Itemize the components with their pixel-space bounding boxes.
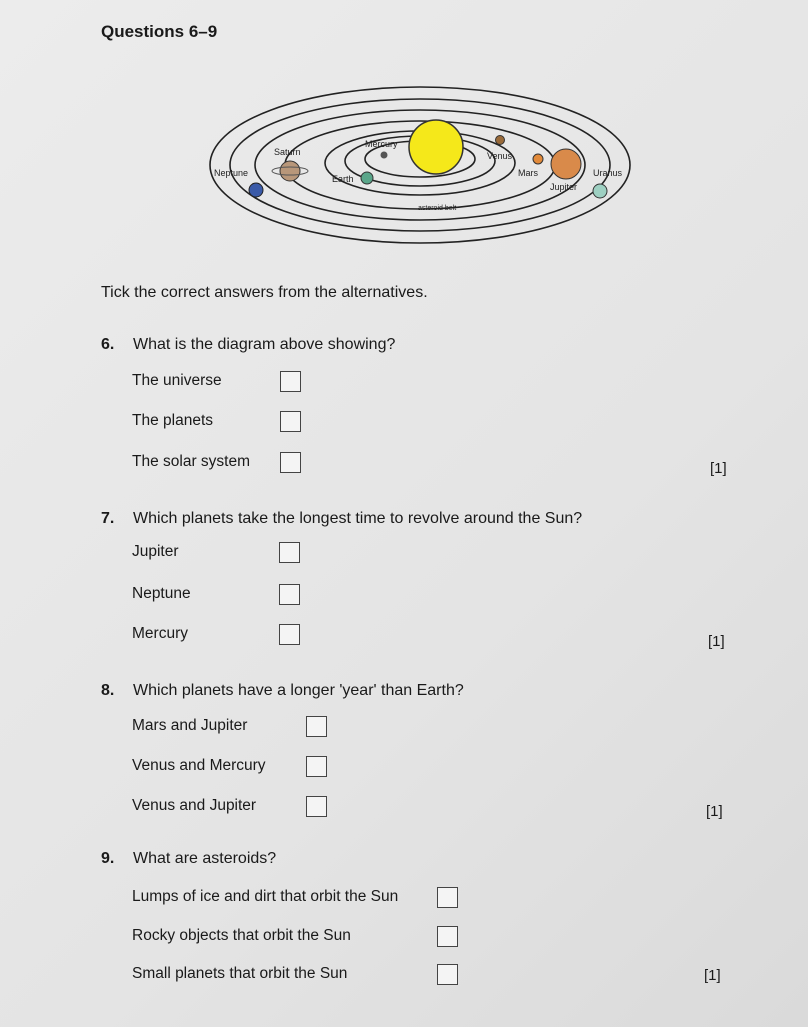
answer-checkbox[interactable] bbox=[279, 624, 300, 645]
label-jupiter: Jupiter bbox=[550, 182, 578, 192]
option-label: Mercury bbox=[132, 625, 188, 642]
sun-icon bbox=[409, 120, 463, 174]
answer-checkbox[interactable] bbox=[280, 371, 301, 392]
option-label: Venus and Mercury bbox=[132, 757, 266, 774]
marks-label: [1] bbox=[708, 633, 725, 650]
answer-checkbox[interactable] bbox=[306, 756, 327, 777]
marks-label: [1] bbox=[704, 967, 721, 984]
option-label: Venus and Jupiter bbox=[132, 797, 257, 814]
neptune-icon bbox=[249, 183, 263, 197]
question-text: Which planets have a longer 'year' than Earth? bbox=[133, 682, 464, 699]
option-label: The universe bbox=[132, 372, 222, 389]
question-8 bbox=[101, 682, 464, 700]
question-9 bbox=[101, 850, 276, 868]
option-label: Jupiter bbox=[132, 543, 179, 560]
question-number: 6. bbox=[101, 336, 115, 353]
mercury-icon bbox=[381, 152, 388, 159]
answer-checkbox[interactable] bbox=[280, 411, 301, 432]
uranus-icon bbox=[593, 184, 607, 198]
saturn-icon bbox=[280, 161, 300, 181]
question-text: What are asteroids? bbox=[133, 850, 277, 867]
instruction: Tick the correct answers from the alternatives. bbox=[101, 284, 428, 301]
answer-checkbox[interactable] bbox=[437, 964, 458, 985]
solar-system-diagram bbox=[200, 85, 640, 250]
label-earth: Earth bbox=[332, 174, 354, 184]
answer-checkbox[interactable] bbox=[437, 926, 458, 947]
venus-icon bbox=[496, 136, 505, 145]
question-text: Which planets take the longest time to revolve around the Sun? bbox=[133, 510, 583, 527]
section-title: Questions 6–9 bbox=[101, 22, 218, 41]
label-venus: Venus bbox=[487, 151, 513, 161]
option-label: Neptune bbox=[132, 585, 191, 602]
answer-checkbox[interactable] bbox=[306, 716, 327, 737]
question-number: 8. bbox=[101, 682, 115, 699]
option-label: The solar system bbox=[132, 453, 251, 470]
marks-label: [1] bbox=[710, 460, 727, 477]
label-mercury: Mercury bbox=[365, 139, 398, 149]
option-label: Rocky objects that orbit the Sun bbox=[132, 927, 351, 944]
question-6 bbox=[101, 336, 395, 354]
label-mars: Mars bbox=[518, 168, 538, 178]
answer-checkbox[interactable] bbox=[306, 796, 327, 817]
marks-label: [1] bbox=[706, 803, 723, 820]
jupiter-icon bbox=[551, 149, 581, 179]
option-label: The planets bbox=[132, 412, 213, 429]
answer-checkbox[interactable] bbox=[279, 542, 300, 563]
option-label: Lumps of ice and dirt that orbit the Sun bbox=[132, 888, 399, 905]
label-asteroid-belt: asteroid belt bbox=[418, 205, 457, 212]
question-number: 7. bbox=[101, 510, 115, 527]
mars-icon bbox=[533, 154, 543, 164]
answer-checkbox[interactable] bbox=[437, 887, 458, 908]
label-saturn: Saturn bbox=[274, 147, 301, 157]
answer-checkbox[interactable] bbox=[279, 584, 300, 605]
option-label: Small planets that orbit the Sun bbox=[132, 965, 348, 982]
label-uranus: Uranus bbox=[593, 168, 623, 178]
question-text: What is the diagram above showing? bbox=[133, 336, 396, 353]
earth-icon bbox=[361, 172, 373, 184]
question-7 bbox=[101, 510, 582, 528]
answer-checkbox[interactable] bbox=[280, 452, 301, 473]
label-neptune: Neptune bbox=[214, 168, 249, 178]
option-label: Mars and Jupiter bbox=[132, 717, 248, 734]
question-number: 9. bbox=[101, 850, 115, 867]
